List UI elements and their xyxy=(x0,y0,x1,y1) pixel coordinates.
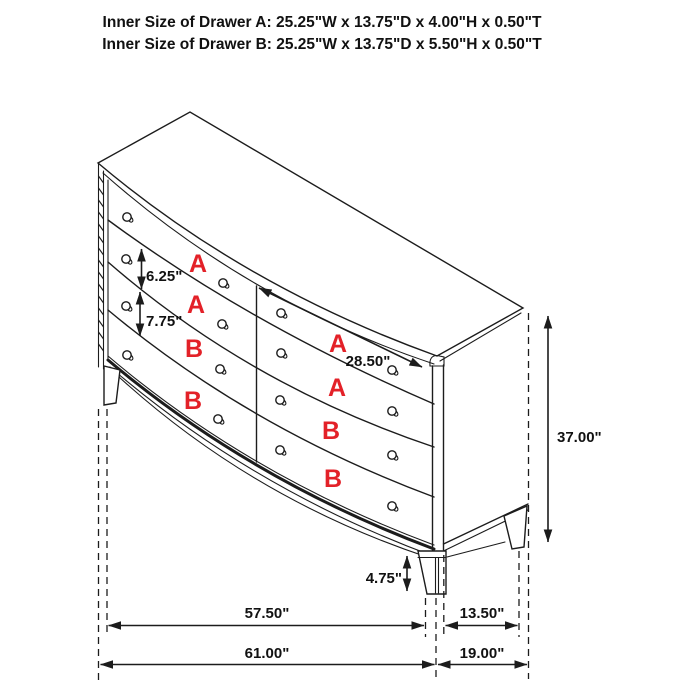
drawer-knob xyxy=(276,396,287,406)
base-molding-top xyxy=(108,356,434,545)
header xyxy=(102,14,542,53)
drawer-knob xyxy=(123,213,134,223)
drawer-knob xyxy=(123,351,134,361)
drawer-knob xyxy=(276,446,287,456)
dimension-label-bank-width: 28.50" xyxy=(345,353,391,370)
drawer-label-right-4: B xyxy=(323,465,343,493)
drawer-label-left-3: B xyxy=(184,335,204,363)
dimension-label-side-depth: 13.50" xyxy=(459,605,505,622)
dimension-label-leg-height: 4.75" xyxy=(365,570,402,587)
drawer-knob xyxy=(277,309,288,319)
dimension-label-drawer-b-height: 7.75" xyxy=(146,313,183,330)
drawer-knob xyxy=(218,320,229,330)
drawer-label-right-2: A xyxy=(327,374,347,402)
dimension-label-overall-height: 37.00" xyxy=(557,429,602,446)
drawer-label-left-2: A xyxy=(186,291,206,319)
drawer-label-left-4: B xyxy=(183,387,203,415)
drawer-knob xyxy=(388,407,399,417)
drawer-label-right-3: B xyxy=(321,417,341,445)
drawer-knob xyxy=(122,302,133,312)
dimension-label-overall-width: 61.00" xyxy=(244,645,290,662)
drawer-knob xyxy=(388,502,399,512)
dresser-drawing xyxy=(98,112,528,594)
side-apron-edge xyxy=(447,542,505,557)
header-line-drawer-a: Inner Size of Drawer A: 25.25"W x 13.75"D x 4.00"H x 0.50"T xyxy=(102,14,542,31)
dimension-label-drawer-a-height: 6.25" xyxy=(146,268,183,285)
left-edge-hatching xyxy=(99,176,104,351)
drawer-knob xyxy=(214,415,225,425)
corner-post-cap xyxy=(430,356,444,367)
drawer-knob xyxy=(122,255,133,265)
drawer-knob xyxy=(388,451,399,461)
dimension-label-overall-depth: 19.00" xyxy=(459,645,505,662)
drawer-knob xyxy=(216,365,227,375)
dimension-label-front-width: 57.50" xyxy=(244,605,290,622)
drawer-knob xyxy=(277,349,288,359)
back-right-leg xyxy=(504,506,527,549)
header-line-drawer-b: Inner Size of Drawer B: 25.25"W x 13.75"D x 5.50"H x 0.50"T xyxy=(102,36,542,53)
front-left-leg xyxy=(104,366,120,405)
drawer-label-left-1: A xyxy=(188,250,208,278)
drawer-knob xyxy=(219,279,230,289)
base-molding-band xyxy=(108,360,434,549)
drawer-label-right-1: A xyxy=(328,330,348,358)
